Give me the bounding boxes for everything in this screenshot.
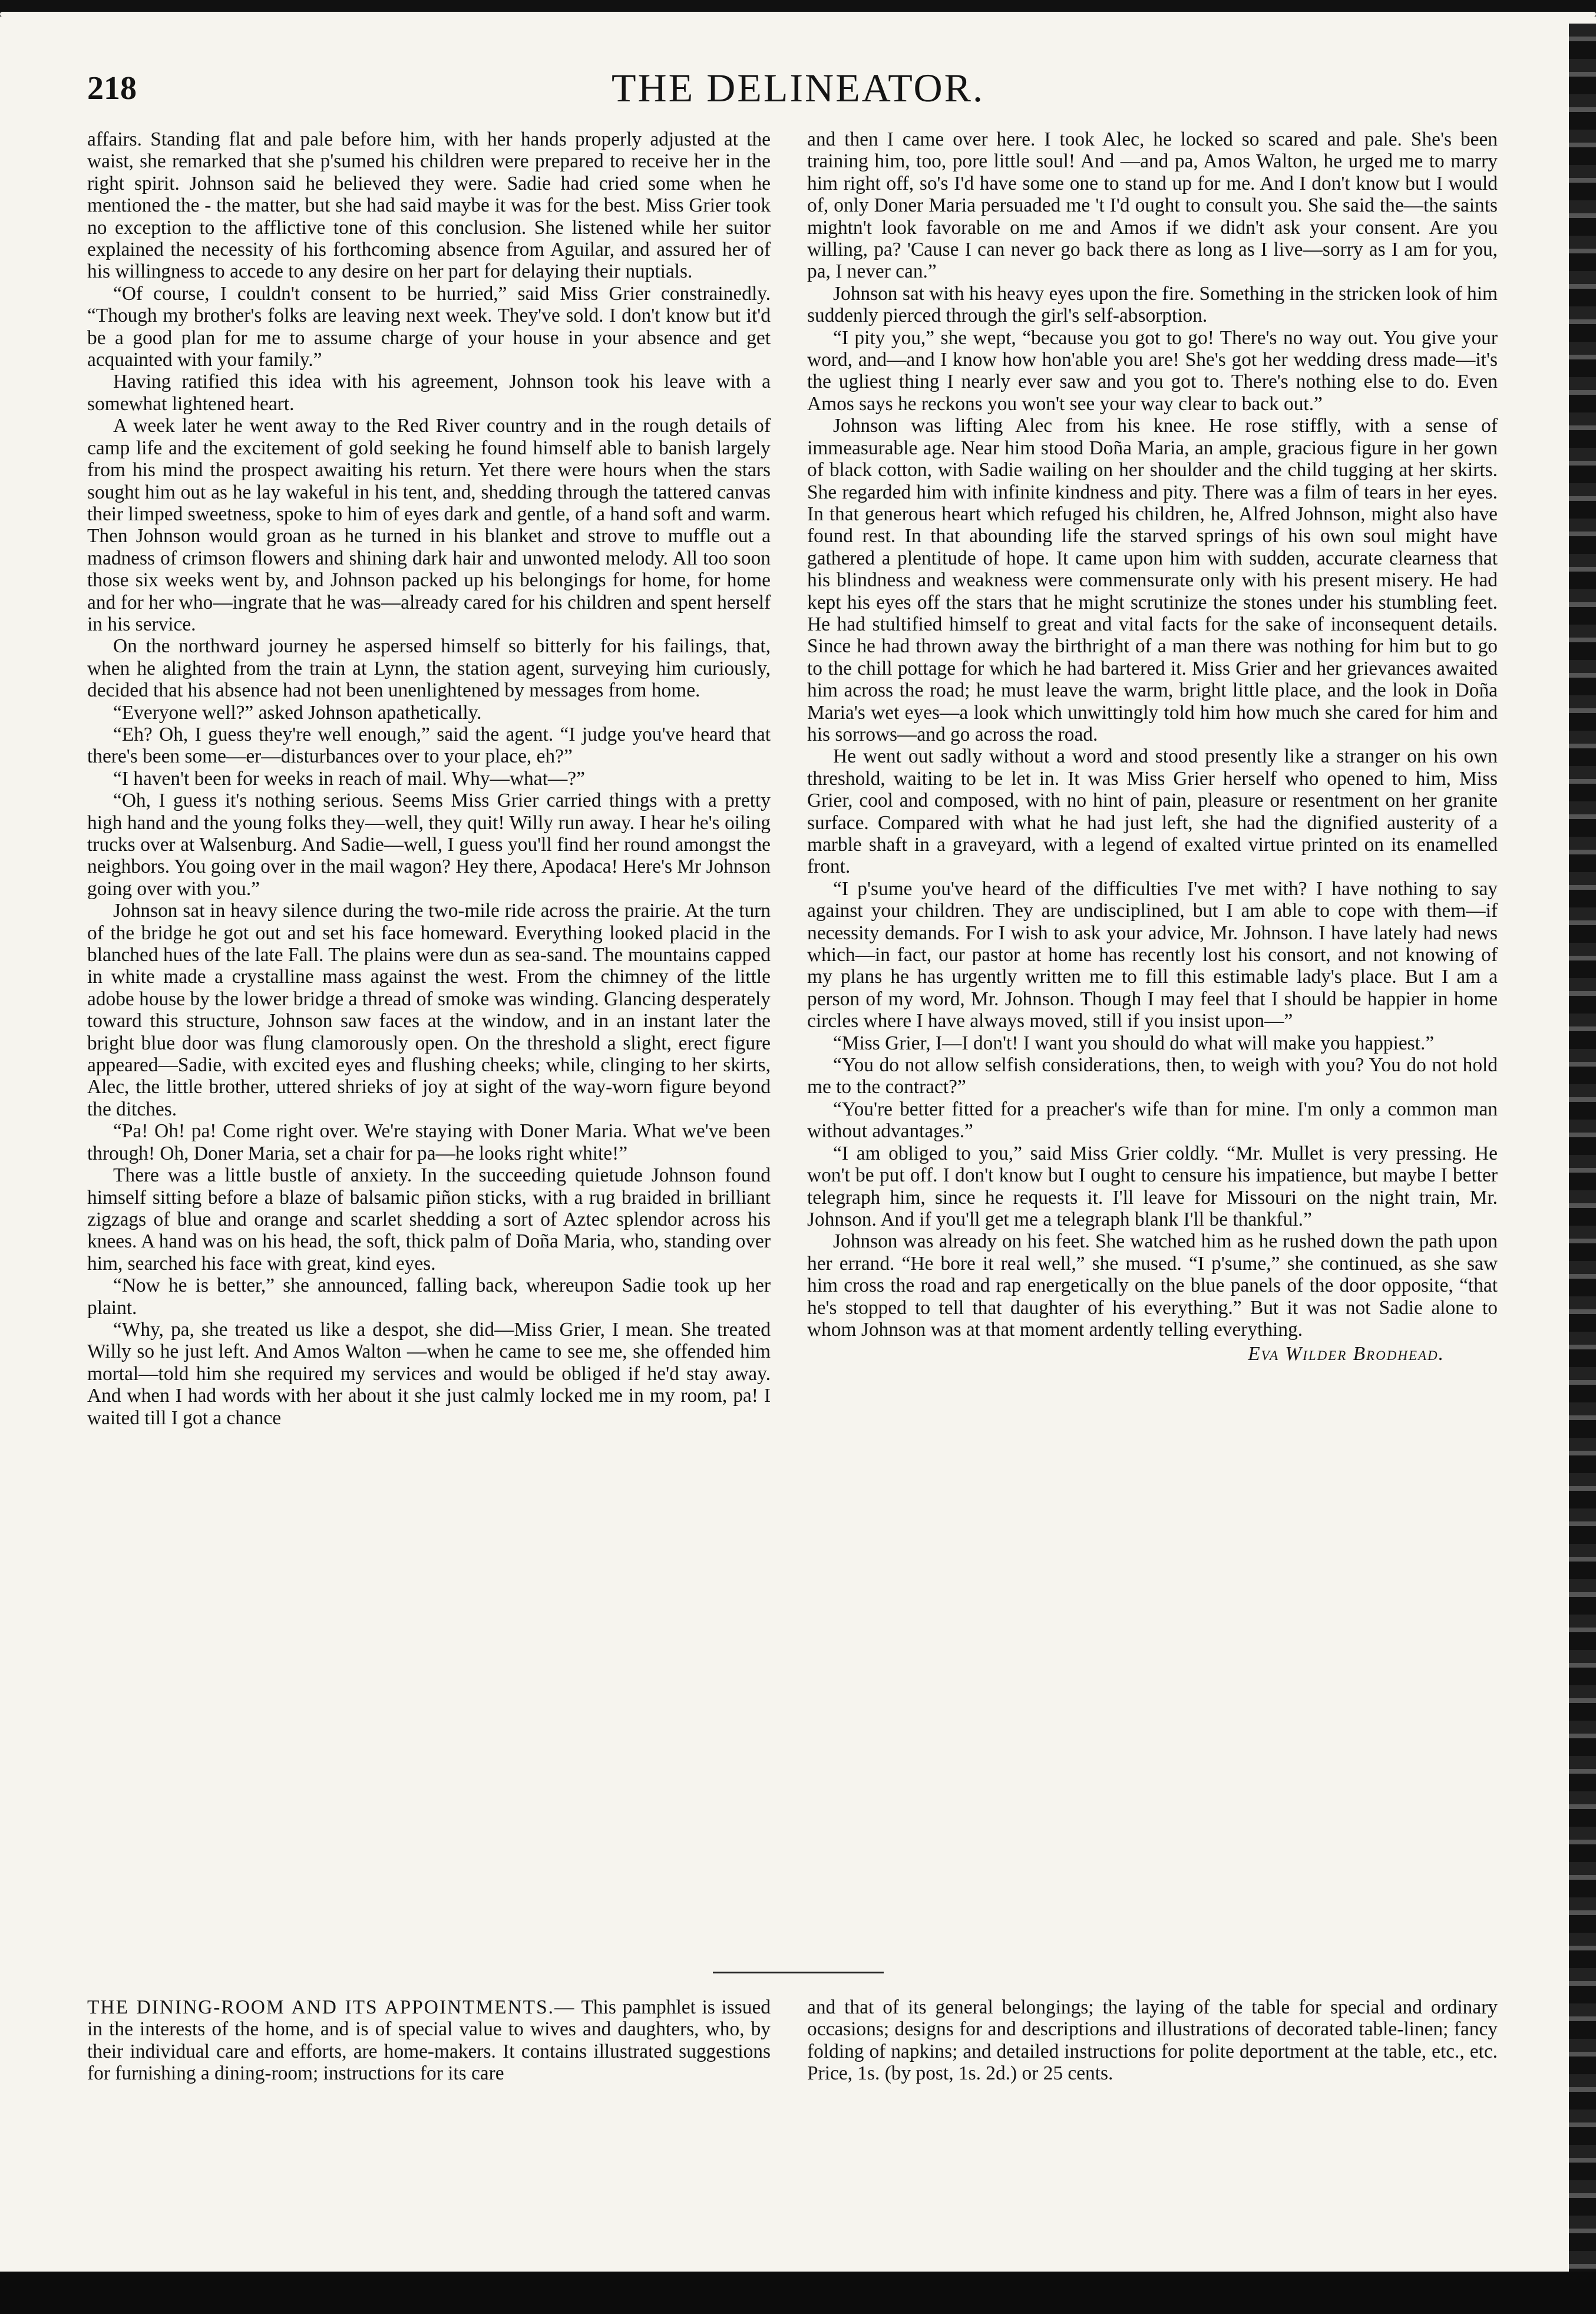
paragraph: “I pity you,” she wept, “because you got to go! There's no way out. You give your word, and—and I know how hon'able you are! She's got her wedding dress made—it's the ugliest thing I nearly ever saw and you got to. There's nothing else to do. Even Amos says he reckons you won't see your way clear to back out.” <box>807 326 1498 415</box>
paragraph: “Of course, I couldn't consent to be hurried,” said Miss Grier constrainedly. “Though my brother's folks are leaving next week. They've sold. I don't know but it'd be a good plan for me to assume charge of your house in your absence and get acquainted with your family.” <box>87 282 771 371</box>
paragraph: “You're better fitted for a preacher's wife than for mine. I'm only a common man without advantages.” <box>807 1098 1498 1143</box>
paragraph: “Why, pa, she treated us like a despot, she did—Miss Grier, I mean. She treated Willy so he just left. And Amos Walton —when he came to see me, she offended him mortal—told him she required my services and would be obliged if he'd stay away. And when I had words with her about it she just calmly locked me in my room, pa! I waited till I got a chance <box>87 1318 771 1429</box>
story-column-left <box>87 128 771 1429</box>
paragraph: “I haven't been for weeks in reach of mail. Why—what—?” <box>113 767 585 790</box>
paragraph: “Miss Grier, I—I don't! I want you should do what will make you happiest.” <box>833 1032 1435 1054</box>
paragraph: On the northward journey he aspersed himself so bitterly for his failings, that, when he alighted from the train at Lynn, the station agent, surveying him curiously, decided that his absence had not been unenlightened by messages from home. <box>87 635 771 702</box>
paragraph: affairs. Standing flat and pale before him, with her hands properly adjusted at the waist, she remarked that she p'sumed his children were prepared to receive her in the right spirit. Johnson said he believed they were. Sadie had cried some when he mentioned the - the matter, but she had said maybe it was for the best. Miss Grier took no exception to the afflictive tone of this conclusion. She listened while her suitor explained the necessity of his forthcoming absence from Aguilar, and assured her of his willingness to accede to any desire on her part for delaying their nuptials. <box>87 128 771 283</box>
paragraph: “Everyone well?” asked Johnson apathetically. <box>113 701 482 724</box>
paragraph: and then I came over here. I took Alec, he locked so scared and pale. She's been training him, too, pore little soul! And —and pa, Amos Walton, he urged me to marry him right off, so's I'd have some one to stand up for me. And I don't know but I would of, only Doner Maria persuaded me 't I'd ought to consult you. She said the—the saints mightn't look favorable on me and Amos if we didn't ask your consent. Are you willing, pa? 'Cause I can never go back there as long as I live—sorry as I am for you, pa, I never can.” <box>807 128 1498 283</box>
paragraph: “Oh, I guess it's nothing serious. Seems Miss Grier carried things with a pretty high hand and the young folks they—well, they quit! Willy run away. I hear he's oiling trucks over at Walsenburg. And Sadie—well, I guess you'll find her round amongst the neighbors. You going over in the mail wagon? Hey there, Apodaca! Here's Mr Johnson going over with you.” <box>87 790 771 900</box>
paragraph: A week later he went away to the Red River country and in the rough details of camp life and the excitement of gold seeking he found himself able to banish largely from his mind the prospect awaiting his return. Yet there were hours when the stars sought him out as he lay wakeful in his tent, and, shedding through the tattered canvas their limped sweetness, spoke to him of eyes dark and gentle, of a hand soft and warm. Then Johnson would groan as he turned in his blanket and strove to muffle out a madness of crimson flowers and shining dark hair and unwonted melody. All too soon those six weeks went by, and Johnson packed up his belongings for home, for home and for her who—ingrate that he was—already cared for his children and spent herself in his service. <box>87 415 771 635</box>
running-head-title: THE DELINEATOR. <box>612 65 984 110</box>
paragraph: Johnson was already on his feet. She watched him as he rushed down the path upon her errand. “He bore it real well,” she mused. “I p'sume,” she continued, as she saw him cross the road and rap energetically on the blue panels of the door opposite, “that he's stopped to tell that daughter of his everything.” But it was not Sadie alone to whom Johnson was at that moment ardently telling everything. <box>807 1230 1498 1341</box>
paragraph: Johnson sat with his heavy eyes upon the fire. Something in the stricken look of him suddenly pierced through the girl's self-absorption. <box>807 282 1498 327</box>
notice-column-left <box>87 1996 771 2085</box>
notice-title: THE DINING-ROOM AND ITS APPOINTMENTS.— <box>87 1996 576 2018</box>
page-number: 218 <box>87 70 137 107</box>
paragraph: Johnson sat in heavy silence during the two-mile ride across the prairie. At the turn of the bridge he got out and set his face homeward. Everything looked placid in the blanched hues of the late Fall. The plains were dun as sea-sand. The mountains capped in white made a crystalline mass against the west. From the chimney of the little adobe house by the lower bridge a thread of smoke was winding. Glancing desperately toward this structure, Johnson saw faces at the window, and in an instant later the bright blue door was flung clamorously open. On the threshold a slight, erect figure appeared—Sadie, with excited eyes and flushing cheeks; while, clinging to her skirts, Alec, the little brother, uttered shrieks of joy at sight of the way-worn figure beyond the ditches. <box>87 900 771 1120</box>
section-divider <box>713 1972 884 1973</box>
paragraph: “Pa! Oh! pa! Come right over. We're staying with Doner Maria. What we've been through! Oh, Doner Maria, set a chair for pa—he looks right white!” <box>87 1120 771 1164</box>
paragraph: He went out sadly without a word and stood presently like a stranger on his own threshold, waiting to be let in. It was Miss Grier herself who opened to him, Miss Grier, cool and composed, with no hint of pain, pleasure or resentment on her granite surface. Compared with what he had just left, she had the dignified austerity of a marble shaft in a graveyard, with a legend of exalted virtue printed on its enamelled front. <box>807 745 1498 878</box>
author-signature: Eva Wilder Brodhead. <box>1248 1343 1445 1365</box>
scan-bottom-edge <box>0 2272 1596 2314</box>
notice-text: This pamphlet is issued in the interests of the home, and is of special value to wives and daughters, who, by their individual care and efforts, are home-makers. It contains illustrated suggestions for furnishing a dining-room; instructions for its care <box>87 1996 771 2085</box>
scan-right-edge <box>1569 24 1596 2272</box>
notice-column-right <box>807 1996 1498 2085</box>
scan-top-edge <box>0 0 1596 16</box>
paragraph: Johnson was lifting Alec from his knee. He rose stiffly, with a sense of immeasurable age. Near him stood Doña Maria, an ample, gracious figure in her gown of black cotton, with Sadie wailing on her shoulder and the child tugging at her skirts. She regarded him with infinite kindness and pity. There was a film of tears in her eyes. In that generous heart which refuged his children, he, Alfred Johnson, might also have found rest. In that abounding life the starved springs of his own soul might have gathered a plentitude of hope. It came upon him with sudden, accurate clearness that his blindness and weakness were commensurate only with his present misery. He had kept his eyes off the stars that he might scrutinize the stones under his stumbling feet. He had stultified himself to great and vital facts for the sake of inconsequent details. Since he had thrown away the birthright of a man there was nothing for him but to go to the chill pottage for which he had bartered it. Miss Grier and her grievances awaited him across the road; he must leave the warm, bright little place, and the look in Doña Maria's wet eyes—a look which unwittingly told him how much she cared for him and his sorrows—and go across the road. <box>807 415 1498 745</box>
paragraph: “I am obliged to you,” said Miss Grier coldly. “Mr. Mullet is very pressing. He won't be put off. I don't know but I ought to censure his impatience, but maybe I better telegraph him, since he requests it. I'll leave for Missouri on the night train, Mr. Johnson. And if you'll get me a telegraph blank I'll be thankful.” <box>807 1142 1498 1230</box>
notice-text: and that of its general belongings; the laying of the table for special and ordinary occasions; designs for and descriptions and illustrations of decorated table-linen; fancy folding of napkins; and detailed instructions for polite deportment at the table, etc., etc. Price, 1s. (by post, 1s. 2d.) or 25 cents. <box>807 1996 1498 2085</box>
paragraph: There was a little bustle of anxiety. In the succeeding quietude Johnson found himself sitting before a blaze of balsamic piñon sticks, with a rug braided in brilliant zigzags of blue and orange and scarlet shedding a sort of Aztec splendor across his knees. A hand was on his head, the soft, thick palm of Doña Maria, who, standing over him, searched his face with great, kind eyes. <box>87 1164 771 1275</box>
paragraph: “You do not allow selfish considerations, then, to weigh with you? You do not hold me to the contract?” <box>807 1054 1498 1098</box>
story-column-right <box>807 128 1498 1365</box>
paragraph: Having ratified this idea with his agreement, Johnson took his leave with a somewhat lightened heart. <box>87 371 771 415</box>
paragraph: “I p'sume you've heard of the difficulties I've met with? I have nothing to say against your children. They are undisciplined, but I am able to cope with them—if necessity demands. For I wish to ask your advice, Mr. Johnson. I have lately had news which—in fact, our pastor at home has recently lost his consort, and not knowing of my plans he has urgently written me to fill this estimable lady's place. But I am a person of my word, Mr. Johnson. Though I may feel that I should be happier in home circles where I have always moved, still if you insist upon—” <box>807 877 1498 1032</box>
paragraph: “Eh? Oh, I guess they're well enough,” said the agent. “I judge you've heard that there's been some—er—disturbances over to your place, eh?” <box>87 723 771 768</box>
paragraph: “Now he is better,” she announced, falling back, whereupon Sadie took up her plaint. <box>87 1275 771 1319</box>
